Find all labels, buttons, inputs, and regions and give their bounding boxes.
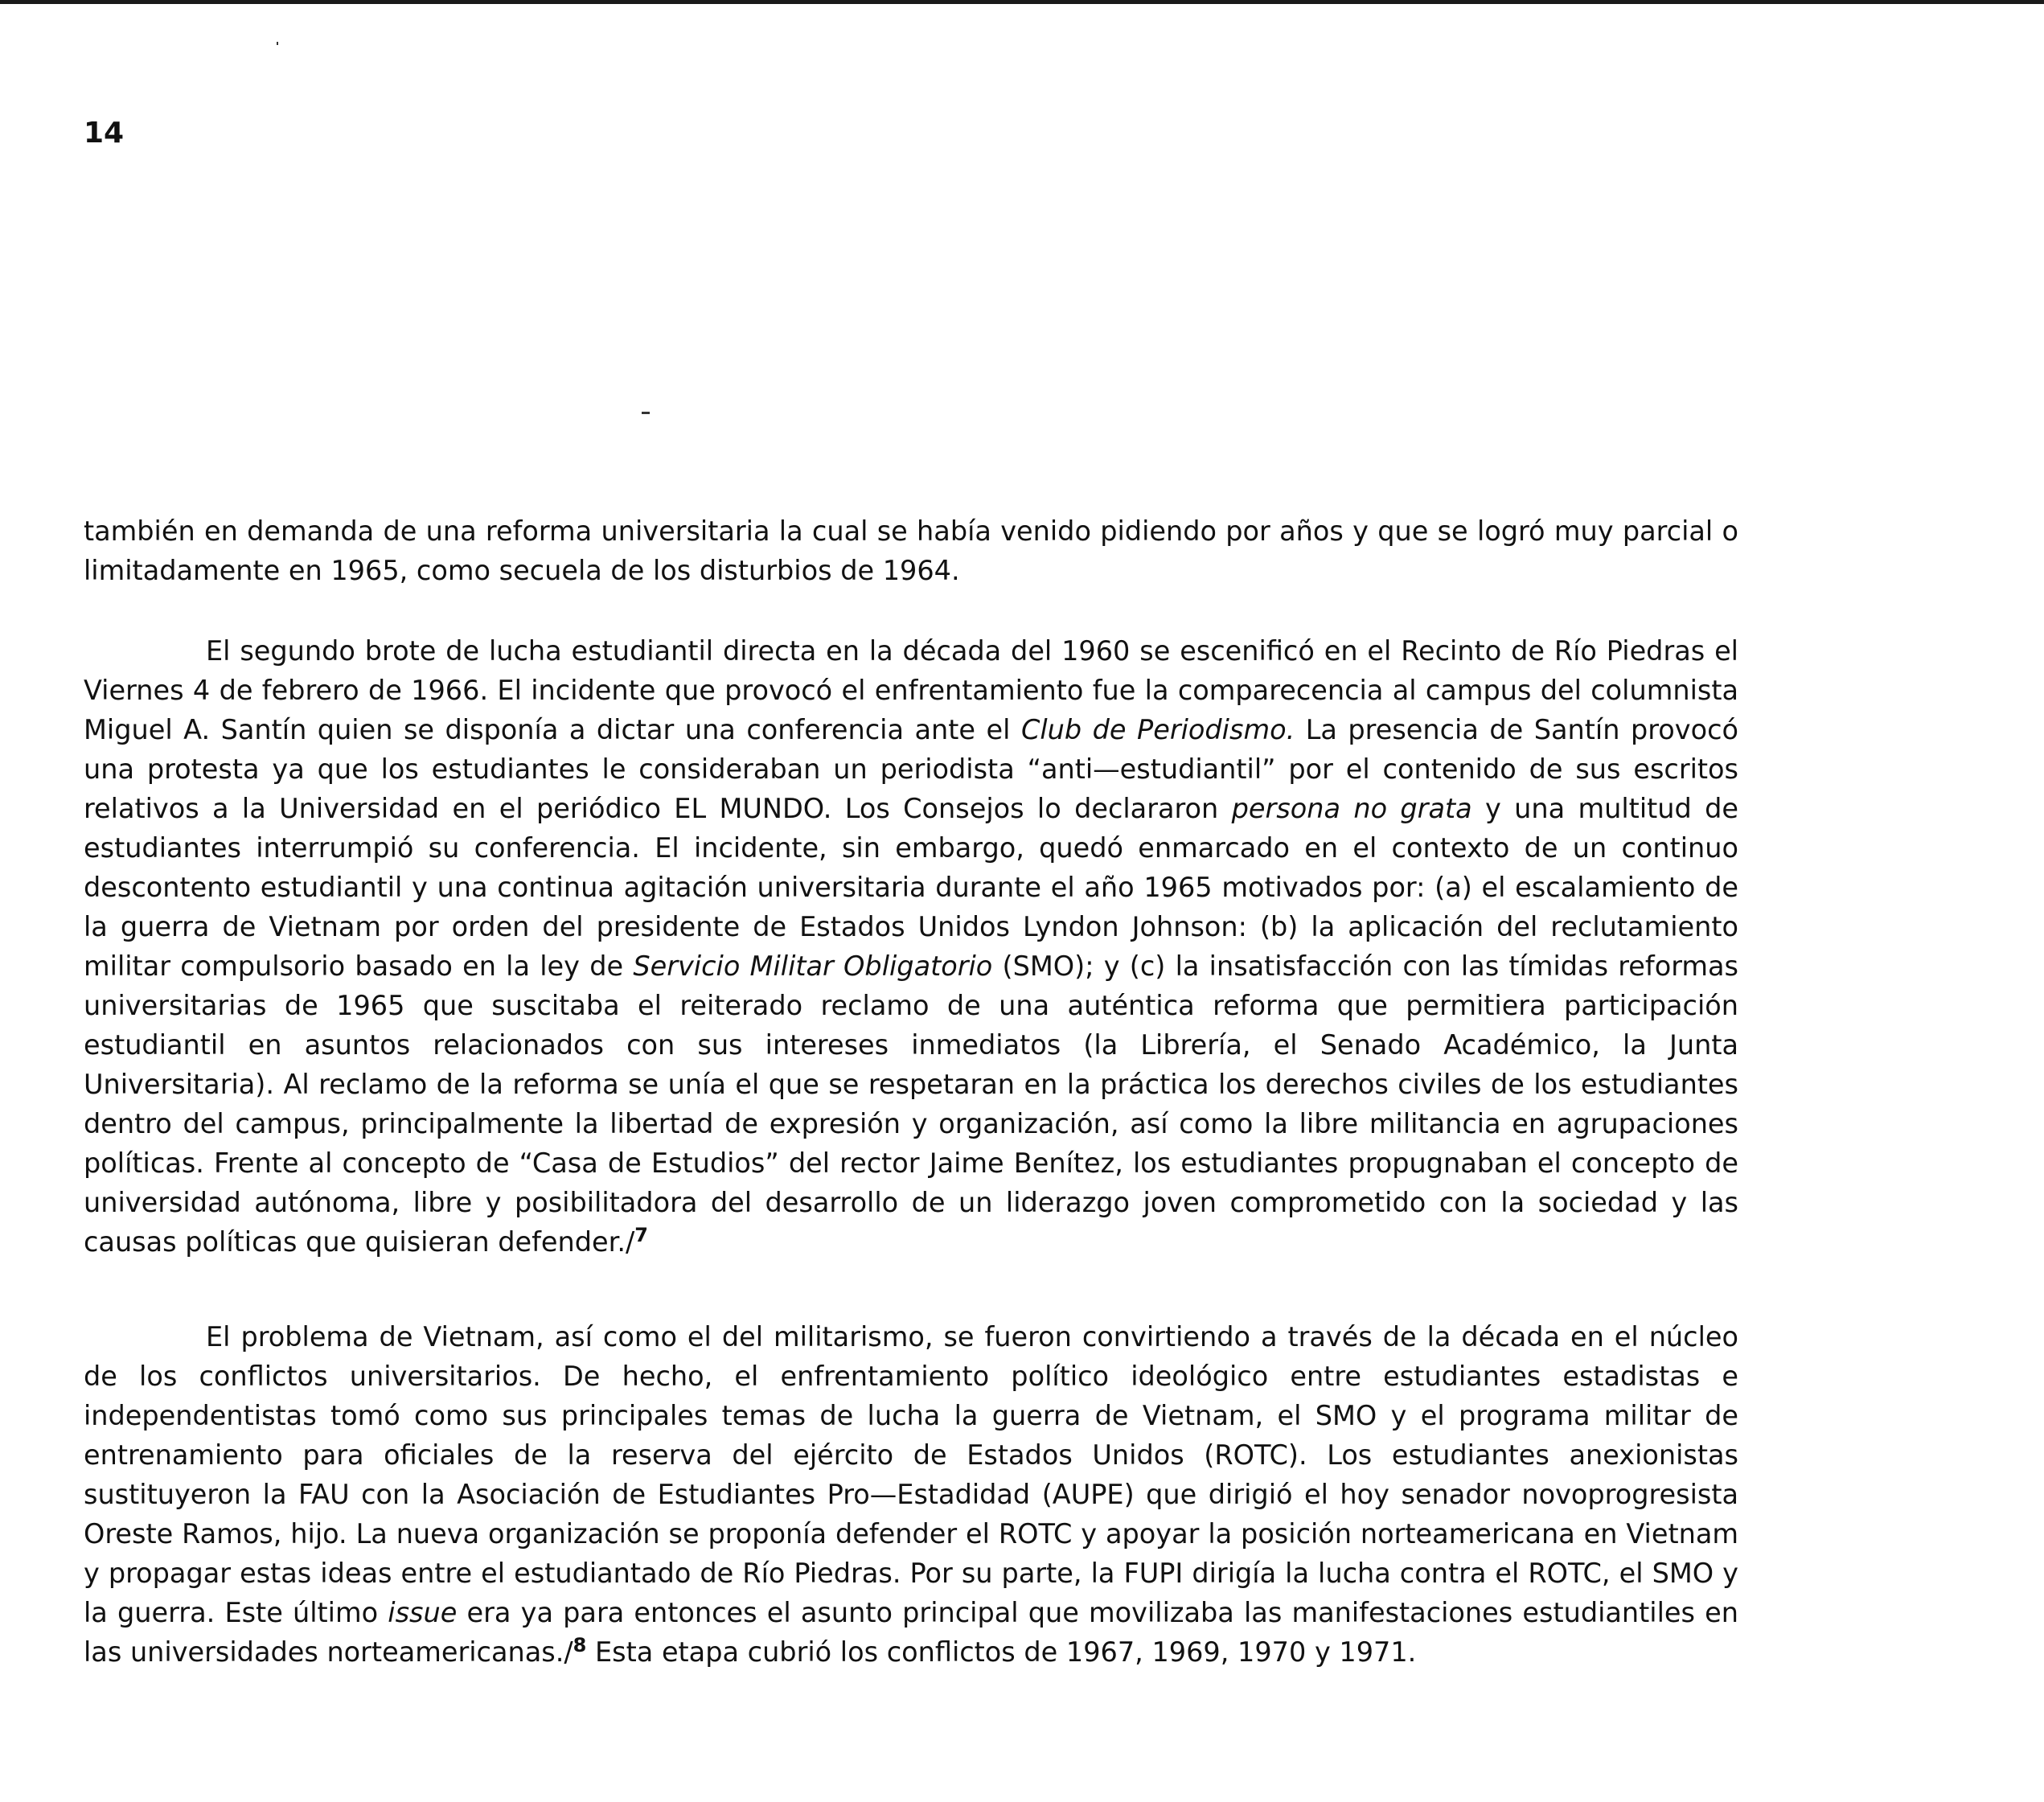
paragraph-3-text-b: era ya para entonces el asunto principal que movilizaba las manifestaciones estudiantiles en las universidades norteamericanas./ [84, 1597, 1738, 1668]
page-number: 14 [84, 117, 125, 150]
italic-persona-no-grata: persona no grata [1231, 793, 1472, 824]
paragraph-2-text-d: (SMO); y (c) la insatisfacción con las tímidas reformas universitarias de 1965 que suscitaba el reiterado reclamo de una auténtica reforma que permitiera participación estudiantil en asuntos relacionados con sus intereses inmediatos (la Librería, el Senado Académico, la Junta Universitaria). Al reclamo de la reforma se unía el que se respetaran en la práctica los derechos civiles de los estudiantes dentro del campus, principalmente la libertad de expresión y organización, así como la libre militancia en agrupaciones políticas. Frente al concepto de “Casa de Estudios” del rector Jaime Benítez, los estudiantes propugnaban el concepto de universidad autónoma, libre y posibilitadora del desarrollo de un liderazgo joven comprometido con la sociedad y las causas políticas que quisieran defender./ [84, 950, 1738, 1258]
paragraph-2 [84, 631, 1738, 1262]
paragraph-3-text-a: El problema de Vietnam, así como el del militarismo, se fueron convirtiendo a través de la década en el núcleo de los conflictos universitarios. De hecho, el enfrentamiento político ideológico entre estudiantes estadistas e independentistas tomó como sus principales temas de lucha la guerra de Vietnam, el SMO y el programa militar de entrenamiento para oficiales de la reserva del ejército de Estados Unidos (ROTC). Los estudiantes anexionistas sustituyeron la FAU con la Asociación de Estudiantes Pro—Estadidad (AUPE) que dirigió el hoy senador novoprogresista Oreste Ramos, hijo. La nueva organización se proponía defender el ROTC y apoyar la posición norteamericana en Vietnam y propagar estas ideas entre el estudiantado de Río Piedras. Por su parte, la FUPI dirigía la lucha contra el ROTC, el SMO y la guerra. Este último [84, 1321, 1738, 1628]
italic-servicio-militar-obligatorio: Servicio Militar Obligatorio [633, 950, 993, 982]
paragraph-2-text-c: y una multitud de estudiantes interrumpió su conferencia. El incidente, sin embargo, quedó enmarcado en el contexto de un continuo descontento estudiantil y una continua agitación universitaria durante el año 1965 motivados por: (a) el escalamiento de la guerra de Vietnam por orden del presidente de Estados Unidos Lyndon Johnson: (b) la aplicación del reclutamiento militar compulsorio basado en la ley de [84, 793, 1738, 982]
paragraph-1-text: también en demanda de una reforma universitaria la cual se había venido pidiendo por años y que se logró muy parcial o limitadamente en 1965, como secuela de los disturbios de 1964. [84, 515, 1738, 586]
footnote-ref-8: 8 [573, 1634, 587, 1656]
paragraph-2-text-a: El segundo brote de lucha estudiantil directa en la década del 1960 se escenificó en el Recinto de Río Piedras el Viernes 4 de febrero de 1966. El incidente que provocó el enfrentamiento fue la comparecencia al campus del columnista Miguel A. Santín quien se disponía a dictar una conferencia ante el [84, 635, 1738, 745]
scan-speck [277, 42, 278, 45]
scan-speck [642, 412, 650, 414]
footnote-ref-7: 7 [634, 1224, 648, 1246]
paragraph-3 [84, 1317, 1738, 1672]
paragraph-2-text-b: La presencia de Santín provocó una protesta ya que los estudiantes le consideraban un periodista “anti—estudiantil” por el contenido de sus escritos relativos a la Universidad en el periódico EL MUNDO. Los Consejos lo declararon [84, 714, 1738, 824]
paragraph-1 [84, 511, 1738, 590]
italic-issue: issue [388, 1597, 458, 1628]
italic-club-de-periodismo: Club de Periodismo. [1020, 714, 1295, 745]
paragraph-3-text-c: Esta etapa cubrió los conflictos de 1967, 1969, 1970 y 1971. [586, 1636, 1417, 1668]
top-border-rule [0, 0, 2044, 4]
